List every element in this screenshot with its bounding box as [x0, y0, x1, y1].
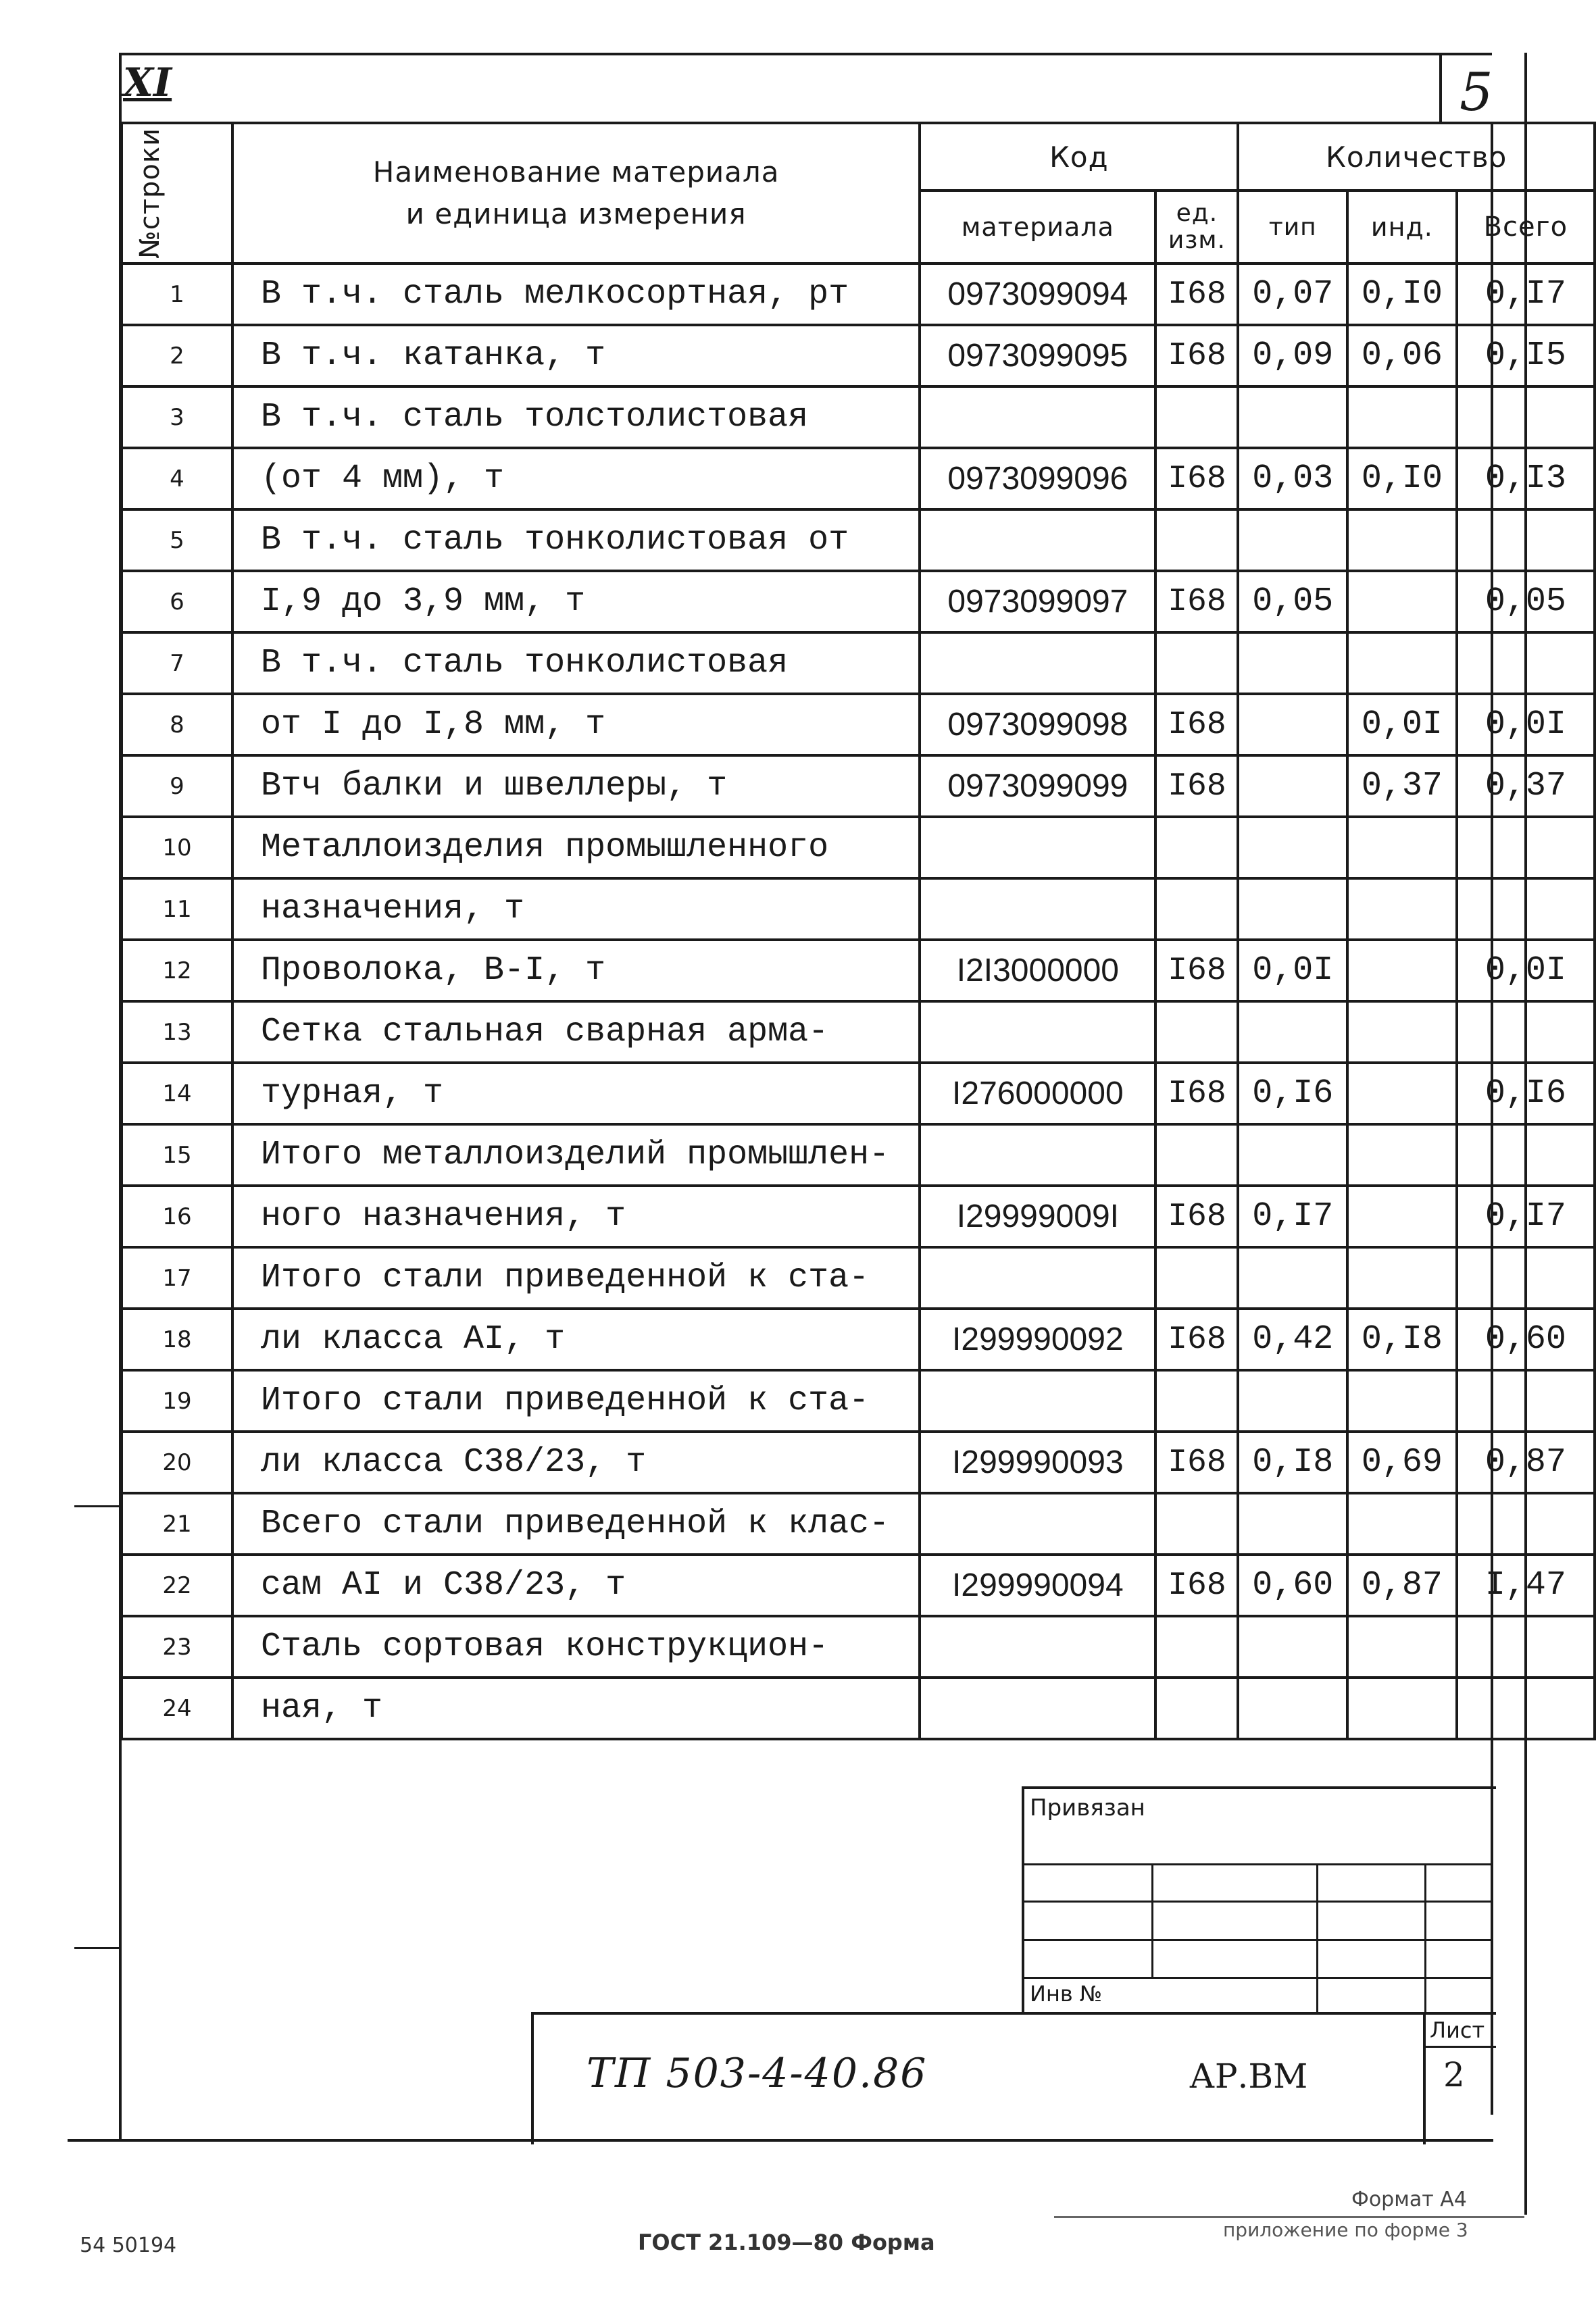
material-code	[920, 1247, 1155, 1309]
material-code	[920, 509, 1155, 571]
material-name: В т.ч. сталь толстолистовая	[232, 386, 920, 448]
row-number: 11	[122, 878, 232, 940]
unit-code: I68	[1155, 1186, 1238, 1247]
material-name: В т.ч. катанка, т	[232, 325, 920, 386]
qty-total: 0,37	[1457, 755, 1595, 817]
gost-label: ГОСТ 21.109—80 Форма	[638, 2230, 935, 2255]
table-row	[122, 448, 1595, 509]
unit-code: I68	[1155, 755, 1238, 817]
qty-type: 0,I6	[1238, 1063, 1347, 1124]
qty-type: 0,07	[1238, 263, 1347, 325]
margin-tick-2	[74, 1947, 122, 1949]
row-number: 12	[122, 940, 232, 1001]
qty-total	[1457, 817, 1595, 878]
qty-type	[1238, 509, 1347, 571]
row-number: 15	[122, 1124, 232, 1186]
table-row	[122, 1309, 1595, 1370]
material-name: ная, т	[232, 1678, 920, 1739]
qty-type	[1238, 632, 1347, 694]
material-code: I276000000	[920, 1063, 1155, 1124]
qty-total	[1457, 1370, 1595, 1432]
qty-ind: 0,I0	[1347, 263, 1457, 325]
material-name: (от 4 мм), т	[232, 448, 920, 509]
table-row	[122, 1063, 1595, 1124]
qty-total: 0,60	[1457, 1309, 1595, 1370]
row-number: 23	[122, 1616, 232, 1678]
col-row-num-header: №строки	[122, 123, 232, 263]
table-row	[122, 940, 1595, 1001]
unit-code	[1155, 1001, 1238, 1063]
qty-ind	[1347, 878, 1457, 940]
material-name: Сталь сортовая конструкцион-	[232, 1616, 920, 1678]
qty-type	[1238, 755, 1347, 817]
row-number: 13	[122, 1001, 232, 1063]
material-code	[920, 1370, 1155, 1432]
material-name: Итого стали приведенной к ста-	[232, 1247, 920, 1309]
qty-ind: 0,I8	[1347, 1309, 1457, 1370]
table-row	[122, 632, 1595, 694]
table-row	[122, 1186, 1595, 1247]
page-box-left	[1439, 53, 1442, 123]
qty-type	[1238, 1678, 1347, 1739]
row-number: 24	[122, 1678, 232, 1739]
qty-ind: 0,37	[1347, 755, 1457, 817]
qty-type: 0,I7	[1238, 1186, 1347, 1247]
qty-ind	[1347, 1678, 1457, 1739]
section-mark: XI	[123, 59, 172, 105]
qty-total	[1457, 878, 1595, 940]
unit-code: I68	[1155, 940, 1238, 1001]
row-number: 19	[122, 1370, 232, 1432]
table-row	[122, 1247, 1595, 1309]
unit-code: I68	[1155, 1432, 1238, 1493]
col-code-material-header: материала	[920, 191, 1155, 263]
unit-code	[1155, 509, 1238, 571]
qty-ind: 0,06	[1347, 325, 1457, 386]
material-code: I299990092	[920, 1309, 1155, 1370]
qty-type	[1238, 1124, 1347, 1186]
material-name: ли класса С38/23, т	[232, 1432, 920, 1493]
material-code: 0973099094	[920, 263, 1155, 325]
qty-total	[1457, 1247, 1595, 1309]
row-number: 5	[122, 509, 232, 571]
qty-total: 0,0I	[1457, 694, 1595, 755]
unit-code: I68	[1155, 571, 1238, 632]
qty-type	[1238, 386, 1347, 448]
table-row	[122, 694, 1595, 755]
row-number: 4	[122, 448, 232, 509]
table-row	[122, 817, 1595, 878]
qty-ind	[1347, 1616, 1457, 1678]
qty-ind	[1347, 940, 1457, 1001]
material-code: I299990093	[920, 1432, 1155, 1493]
qty-total: 0,I3	[1457, 448, 1595, 509]
material-name: В т.ч. сталь тонколистовая	[232, 632, 920, 694]
qty-ind	[1347, 1001, 1457, 1063]
spec-table	[120, 122, 1596, 1740]
qty-total	[1457, 1493, 1595, 1555]
material-code	[920, 1616, 1155, 1678]
unit-code: I68	[1155, 1063, 1238, 1124]
row-number: 22	[122, 1555, 232, 1616]
material-code: I2I3000000	[920, 940, 1155, 1001]
unit-code: I68	[1155, 1555, 1238, 1616]
qty-type	[1238, 878, 1347, 940]
qty-total	[1457, 1616, 1595, 1678]
col-qty-ind-header: инд.	[1347, 191, 1457, 263]
qty-ind	[1347, 817, 1457, 878]
qty-total: 0,05	[1457, 571, 1595, 632]
table-row	[122, 386, 1595, 448]
col-qty-total-header: Всего	[1457, 191, 1595, 263]
format-label: Формат А4	[1351, 2188, 1467, 2211]
table-row	[122, 325, 1595, 386]
unit-code: I68	[1155, 325, 1238, 386]
unit-code: I68	[1155, 1309, 1238, 1370]
sheet-number: 2	[1443, 2055, 1465, 2094]
qty-total: 0,I7	[1457, 263, 1595, 325]
qty-type	[1238, 817, 1347, 878]
privyazan-label: Привязан	[1030, 1794, 1145, 1821]
row-number: 18	[122, 1309, 232, 1370]
material-code: 0973099099	[920, 755, 1155, 817]
qty-type: 0,05	[1238, 571, 1347, 632]
archive-number: 54 50194	[80, 2234, 177, 2257]
row-number: 20	[122, 1432, 232, 1493]
row-number: 8	[122, 694, 232, 755]
unit-code	[1155, 1370, 1238, 1432]
row-number: 10	[122, 817, 232, 878]
material-code: I299990094	[920, 1555, 1155, 1616]
material-code: I29999009I	[920, 1186, 1155, 1247]
qty-type: 0,0I	[1238, 940, 1347, 1001]
material-name: ного назначения, т	[232, 1186, 920, 1247]
qty-ind: 0,87	[1347, 1555, 1457, 1616]
privyazan-block	[1022, 1786, 1496, 2015]
material-name: назначения, т	[232, 878, 920, 940]
unit-code: I68	[1155, 694, 1238, 755]
unit-code	[1155, 1247, 1238, 1309]
qty-type	[1238, 694, 1347, 755]
project-code: ТП 503-4-40.86	[587, 2050, 928, 2097]
qty-total	[1457, 509, 1595, 571]
qty-ind: 0,69	[1347, 1432, 1457, 1493]
material-name: I,9 до 3,9 мм, т	[232, 571, 920, 632]
unit-code	[1155, 817, 1238, 878]
row-number: 2	[122, 325, 232, 386]
material-code	[920, 386, 1155, 448]
doc-code: АР.ВМ	[1189, 2057, 1308, 2096]
qty-type: 0,42	[1238, 1309, 1347, 1370]
qty-ind	[1347, 571, 1457, 632]
row-number: 16	[122, 1186, 232, 1247]
qty-ind: 0,0I	[1347, 694, 1457, 755]
unit-code	[1155, 1616, 1238, 1678]
col-code-header: Код	[920, 123, 1238, 191]
table-row	[122, 1001, 1595, 1063]
qty-type	[1238, 1001, 1347, 1063]
title-block	[531, 2012, 1496, 2144]
material-name: Втч балки и швеллеры, т	[232, 755, 920, 817]
page-number: 5	[1460, 62, 1493, 123]
qty-ind: 0,I0	[1347, 448, 1457, 509]
table-row	[122, 571, 1595, 632]
qty-total: 0,I6	[1457, 1063, 1595, 1124]
qty-ind	[1347, 1063, 1457, 1124]
row-number: 14	[122, 1063, 232, 1124]
qty-type: 0,I8	[1238, 1432, 1347, 1493]
unit-code	[1155, 632, 1238, 694]
spec-table-body	[122, 263, 1595, 1739]
table-row	[122, 878, 1595, 940]
qty-ind	[1347, 1493, 1457, 1555]
material-name: Металлоизделия промышленного	[232, 817, 920, 878]
form-note: приложение по форме 3	[1223, 2219, 1468, 2241]
material-code	[920, 632, 1155, 694]
material-code: 0973099095	[920, 325, 1155, 386]
qty-total: 0,87	[1457, 1432, 1595, 1493]
qty-total	[1457, 1001, 1595, 1063]
material-name: Сетка стальная сварная арма-	[232, 1001, 920, 1063]
material-code	[920, 878, 1155, 940]
unit-code	[1155, 1493, 1238, 1555]
material-code	[920, 1678, 1155, 1739]
material-code: 0973099097	[920, 571, 1155, 632]
material-name: Всего стали приведенной к клас-	[232, 1493, 920, 1555]
qty-ind	[1347, 632, 1457, 694]
unit-code	[1155, 878, 1238, 940]
qty-type	[1238, 1616, 1347, 1678]
row-number: 3	[122, 386, 232, 448]
material-name: В т.ч. сталь тонколистовая от	[232, 509, 920, 571]
table-row	[122, 1678, 1595, 1739]
material-name: Проволока, В-I, т	[232, 940, 920, 1001]
unit-code: I68	[1155, 448, 1238, 509]
qty-total	[1457, 1124, 1595, 1186]
row-number: 17	[122, 1247, 232, 1309]
table-row	[122, 755, 1595, 817]
qty-type	[1238, 1370, 1347, 1432]
unit-code: I68	[1155, 263, 1238, 325]
qty-type	[1238, 1493, 1347, 1555]
material-name: ли класса АI, т	[232, 1309, 920, 1370]
qty-total: I,47	[1457, 1555, 1595, 1616]
table-row	[122, 1616, 1595, 1678]
col-name-header: Наименование материала и единица измерения	[232, 123, 920, 263]
table-row	[122, 1493, 1595, 1555]
qty-total: 0,I5	[1457, 325, 1595, 386]
table-row	[122, 1370, 1595, 1432]
qty-type	[1238, 1247, 1347, 1309]
qty-ind	[1347, 1186, 1457, 1247]
qty-total	[1457, 1678, 1595, 1739]
material-code	[920, 1124, 1155, 1186]
table-row	[122, 509, 1595, 571]
table-row	[122, 1432, 1595, 1493]
inv-no-label: Инв №	[1030, 1981, 1103, 2007]
unit-code	[1155, 1124, 1238, 1186]
col-qty-header: Количество	[1238, 123, 1595, 191]
frame-top-line	[120, 53, 1492, 55]
material-name: В т.ч. сталь мелкосортная, рт	[232, 263, 920, 325]
material-name: Итого стали приведенной к ста-	[232, 1370, 920, 1432]
col-qty-type-header: тип	[1238, 191, 1347, 263]
material-code: 0973099098	[920, 694, 1155, 755]
material-name: турная, т	[232, 1063, 920, 1124]
material-code: 0973099096	[920, 448, 1155, 509]
material-name: Итого металлоизделий промышлен-	[232, 1124, 920, 1186]
row-number: 1	[122, 263, 232, 325]
footer-rule	[1054, 2216, 1524, 2218]
qty-type: 0,60	[1238, 1555, 1347, 1616]
material-code	[920, 1001, 1155, 1063]
qty-total: 0,I7	[1457, 1186, 1595, 1247]
table-row	[122, 1124, 1595, 1186]
row-number: 9	[122, 755, 232, 817]
sheet-label: Лист	[1430, 2017, 1485, 2043]
qty-ind	[1347, 1247, 1457, 1309]
qty-type: 0,03	[1238, 448, 1347, 509]
unit-code	[1155, 1678, 1238, 1739]
qty-total	[1457, 386, 1595, 448]
qty-ind	[1347, 386, 1457, 448]
unit-code	[1155, 386, 1238, 448]
material-name: сам АI и С38/23, т	[232, 1555, 920, 1616]
row-number: 6	[122, 571, 232, 632]
qty-ind	[1347, 1124, 1457, 1186]
qty-total: 0,0I	[1457, 940, 1595, 1001]
row-number: 7	[122, 632, 232, 694]
table-row	[122, 263, 1595, 325]
margin-tick-1	[74, 1505, 122, 1507]
table-row	[122, 1555, 1595, 1616]
material-code	[920, 1493, 1155, 1555]
row-number: 21	[122, 1493, 232, 1555]
qty-total	[1457, 632, 1595, 694]
qty-ind	[1347, 509, 1457, 571]
material-code	[920, 817, 1155, 878]
col-code-unit-header: ед. изм.	[1155, 191, 1238, 263]
material-name: от I до I,8 мм, т	[232, 694, 920, 755]
qty-type: 0,09	[1238, 325, 1347, 386]
qty-ind	[1347, 1370, 1457, 1432]
